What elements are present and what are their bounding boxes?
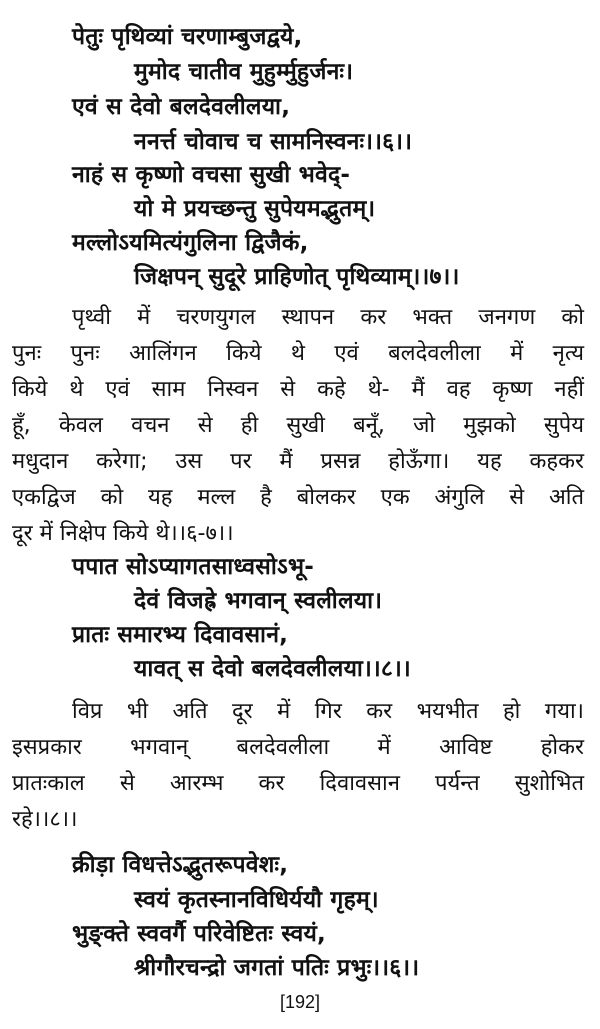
verse-6-line-3: एवं स देवो बलदेवलीलया,: [72, 94, 291, 120]
translation-line: मधुदान करेगा; उस पर मैं प्रसन्न होऊँगा। यह कहकर: [12, 449, 584, 474]
verse-7-line-1: नाहं स कृष्णो वचसा सुखी भवेद्-: [72, 162, 351, 188]
verse-8-line-1: पपात सोऽप्यागतसाध्वसोऽभू-: [72, 554, 315, 580]
translation-line: इसप्रकार भगवान् बलदेवलीला में आविष्ट होकर: [12, 735, 584, 760]
translation-line: किये थे एवं साम निस्वन से कहे थे- मैं वह कृष्ण नहीं: [12, 377, 584, 402]
translation-line: विप्र भी अति दूर में गिर कर भयभीत हो गया।: [72, 699, 584, 724]
translation-line: एकद्विज को यह मल्ल है बोलकर एक अंगुलि से अति: [12, 485, 584, 510]
verse-7-line-2: यो मे प्रयच्छन्तु सुपेयमद्भुतम्।: [134, 196, 376, 222]
translation-line: दूर में निक्षेप किये थे।।६-७।।: [12, 521, 234, 546]
verse-8-line-3: प्रातः समारभ्य दिवावसानं,: [72, 622, 289, 648]
verse-7-line-4: जिक्षपन् सुदूरे प्राहिणोत् पृथिव्याम्।।७।।: [134, 264, 460, 290]
verse-9-line-2: स्वयं कृतस्नानविधिर्ययौ गृहम्।: [134, 887, 379, 913]
translation-6-7: [12, 300, 584, 552]
translation-line: रहे।।८।।: [12, 807, 78, 832]
verse-8-line-4: यावत् स देवो बलदेवलीलया।।८।।: [134, 656, 411, 682]
verse-6-line-1: पेतुः पृथिव्यां चरणाम्बुजद्वये,: [72, 24, 303, 50]
translation-line: हूँ, केवल वचन से ही सुखी बनूँ, जो मुझको सुपेय: [12, 413, 584, 438]
translation-line: पृथ्वी में चरणयुगल स्थापन कर भक्त जनगण को: [72, 305, 584, 330]
verse-9-line-3: भुङ्क्ते स्ववर्गै परिवेष्टितः स्वयं,: [72, 921, 326, 947]
verse-9-line-4: श्रीगौरचन्द्रो जगतां पतिः प्रभुः।।६।।: [134, 955, 420, 981]
page-number: [192]: [279, 992, 321, 1012]
translation-line: पुनः पुनः आलिंगन किये थे एवं बलदेवलीला में नृत्य: [12, 341, 584, 366]
verse-7-line-3: मल्लोऽयमित्यंगुलिना द्विजैकं,: [72, 230, 309, 256]
verse-9-line-1: क्रीड़ा विधत्तेऽद्भुतरूपवेशः,: [72, 852, 289, 878]
translation-line: प्रातःकाल से आरम्भ कर दिवावसान पर्यन्त सुशोभित: [12, 771, 584, 796]
verse-6-line-2: मुमोद चातीव मुहुर्म्मुहुर्जनः।: [134, 59, 354, 85]
verse-8-line-2: देवं विजह्रे भगवान् स्वलीलया।: [134, 588, 383, 614]
verse-6-line-4: ननर्त्त चोवाच च सामनिस्वनः।।६।।: [134, 129, 413, 155]
translation-8: [12, 694, 584, 838]
